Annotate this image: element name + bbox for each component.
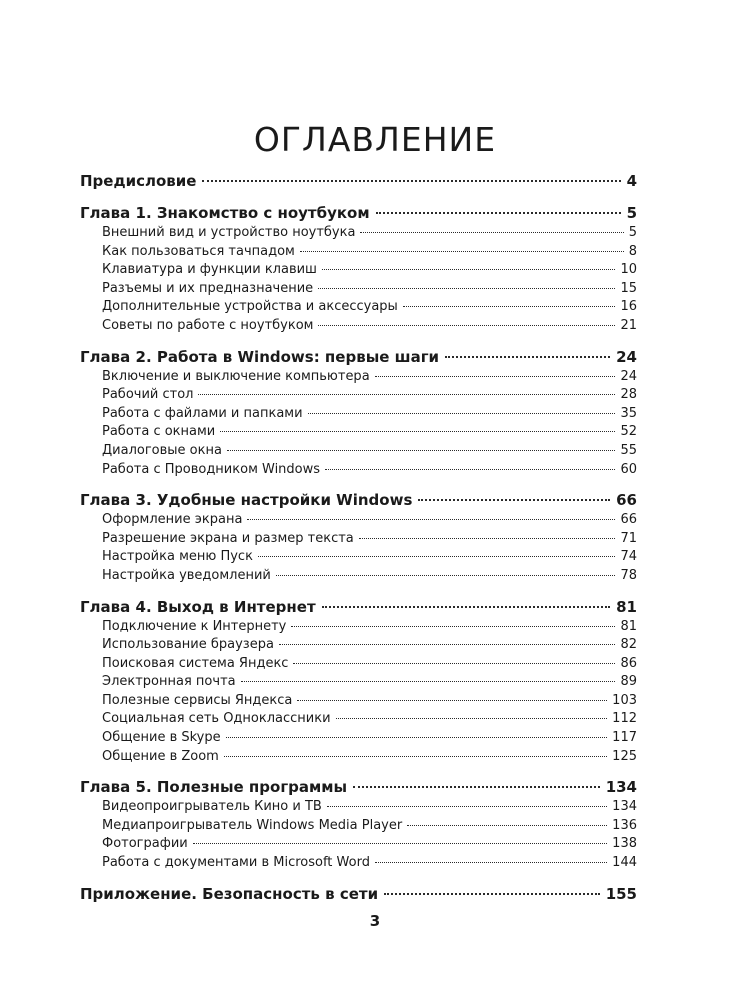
dot-leader [418, 499, 610, 501]
toc-entry-page-number: 86 [620, 655, 637, 671]
toc-entry-page-number: 15 [620, 280, 637, 296]
toc-chapter-entry[interactable] [80, 596, 637, 618]
toc-entry-page-number: 52 [620, 424, 637, 440]
toc-entry-page-number: 112 [612, 711, 637, 727]
toc-entry-title: Настройка уведомлений [102, 567, 271, 583]
toc-entry-title: Глава 1. Знакомство с ноутбуком [80, 204, 370, 222]
toc-entry-page-number: 125 [612, 748, 637, 764]
toc-section-entry[interactable] [80, 511, 637, 530]
toc-entry-title: Оформление экрана [102, 512, 243, 528]
toc-entry-title: Электронная почта [102, 674, 236, 690]
toc-entry-title: Разъемы и их предназначение [102, 280, 314, 296]
toc-entry-page-number: 24 [620, 368, 637, 384]
toc-entry-title: Поисковая система Яндекс [102, 655, 289, 671]
toc-section-entry[interactable] [80, 548, 637, 567]
dot-leader [327, 806, 607, 807]
toc-entry-title: Клавиатура и функции клавиш [102, 262, 317, 278]
toc-section-entry[interactable] [80, 835, 637, 854]
toc-chapter-entry[interactable] [80, 346, 637, 368]
dot-leader [241, 681, 616, 682]
toc-entry-page-number: 55 [620, 442, 637, 458]
dot-leader [226, 737, 608, 738]
toc-section-entry[interactable] [80, 692, 637, 711]
toc-section-entry[interactable] [80, 423, 637, 442]
toc-entry-page-number: 16 [620, 299, 637, 315]
toc-entry-title: Включение и выключение компьютера [102, 368, 370, 384]
toc-entry-title: Социальная сеть Одноклассники [102, 711, 331, 727]
dot-leader [403, 306, 616, 307]
toc-section-entry[interactable] [80, 224, 637, 243]
toc-entry-title: Внешний вид и устройство ноутбука [102, 225, 356, 240]
toc-entry-title: Видеопроигрыватель Кино и ТВ [102, 799, 322, 815]
toc-section-entry[interactable] [80, 280, 637, 299]
dot-leader [291, 626, 615, 627]
toc-section-gap [80, 192, 637, 202]
toc-entry-page-number: 8 [628, 243, 637, 259]
toc-entry-title: Дополнительные устройства и аксессуары [102, 299, 398, 315]
toc-chapter-entry[interactable] [80, 776, 637, 798]
toc-chapter-entry[interactable] [80, 489, 637, 511]
dot-leader [308, 413, 616, 414]
toc-entry-title: Разрешение экрана и размер текста [102, 530, 354, 546]
toc-chapter-entry[interactable] [80, 202, 637, 224]
table-of-contents [80, 170, 637, 905]
toc-section-entry[interactable] [80, 530, 637, 549]
dot-leader [279, 644, 616, 645]
toc-entry-page-number: 138 [612, 836, 637, 852]
toc-section-entry[interactable] [80, 368, 637, 387]
dot-leader [300, 251, 624, 252]
toc-section-entry[interactable] [80, 317, 637, 336]
toc-entry-page-number: 5 [628, 225, 637, 240]
toc-entry-page-number: 5 [626, 204, 637, 222]
dot-leader [336, 718, 608, 719]
dot-leader [384, 893, 600, 895]
dot-leader [322, 269, 616, 270]
toc-entry-page-number: 134 [605, 778, 637, 797]
toc-entry-title: Работа с окнами [102, 424, 216, 440]
toc-section-entry[interactable] [80, 298, 637, 317]
toc-entry-page-number: 21 [620, 317, 637, 333]
toc-entry-title: Предисловие [80, 172, 197, 190]
toc-section-gap [80, 766, 637, 776]
dot-leader [297, 700, 607, 701]
toc-entry-page-number: 117 [612, 730, 637, 746]
toc-entry-page-number: 24 [616, 347, 637, 366]
toc-section-gap [80, 873, 637, 883]
toc-entry-title: Глава 4. Выход в Интернет [80, 597, 316, 616]
toc-entry-page-number: 66 [620, 512, 637, 528]
toc-section-entry[interactable] [80, 636, 637, 655]
toc-entry-page-number: 78 [620, 567, 637, 583]
toc-entry-title: Общение в Zoom [102, 748, 219, 764]
dot-leader [445, 356, 610, 358]
toc-entry-title: Настройка меню Пуск [102, 549, 253, 565]
toc-entry-page-number: 144 [612, 855, 637, 871]
toc-section-entry[interactable] [80, 461, 637, 480]
dot-leader [276, 575, 616, 576]
dot-leader [293, 663, 615, 664]
toc-entry-page-number: 74 [620, 549, 637, 565]
dot-leader [375, 376, 616, 377]
dot-leader [247, 519, 615, 520]
toc-entry-page-number: 35 [620, 405, 637, 421]
dot-leader [375, 862, 607, 863]
toc-entry-page-number: 81 [620, 618, 637, 634]
toc-entry-title: Общение в Skype [102, 730, 221, 746]
toc-entry-page-number: 66 [616, 491, 637, 510]
toc-section-entry[interactable] [80, 854, 637, 873]
toc-section-entry[interactable] [80, 748, 637, 767]
toc-entry-page-number: 28 [620, 387, 637, 403]
toc-entry-page-number: 81 [616, 597, 637, 616]
toc-section-entry[interactable] [80, 243, 637, 262]
toc-entry-title: Работа с файлами и папками [102, 405, 303, 421]
dot-leader [202, 180, 620, 182]
toc-entry-title: Полезные сервисы Яндекса [102, 692, 293, 708]
toc-entry-title: Как пользоваться тачпадом [102, 243, 295, 259]
toc-section-gap [80, 479, 637, 489]
toc-section-entry[interactable] [80, 673, 637, 692]
toc-section-gap [80, 336, 637, 346]
toc-entry-title: Подключение к Интернету [102, 618, 287, 634]
dot-leader [360, 232, 623, 233]
toc-entry-page-number: 71 [620, 530, 637, 546]
dot-leader [359, 538, 616, 539]
toc-section-entry[interactable] [80, 567, 637, 586]
dot-leader [258, 556, 616, 557]
toc-entry-page-number: 89 [620, 674, 637, 690]
toc-section-entry[interactable] [80, 261, 637, 280]
toc-entry-title: Глава 5. Полезные программы [80, 778, 348, 797]
toc-section-entry[interactable] [80, 386, 637, 405]
toc-entry-page-number: 10 [620, 262, 637, 278]
dot-leader [353, 786, 600, 788]
toc-entry-title: Советы по работе с ноутбуком [102, 317, 314, 333]
toc-entry-page-number: 155 [605, 884, 637, 903]
toc-entry-title: Глава 2. Работа в Windows: первые шаги [80, 347, 440, 366]
toc-section-entry[interactable] [80, 405, 637, 424]
toc-section-entry[interactable] [80, 798, 637, 817]
toc-entry-title: Работа с документами в Microsoft Word [102, 855, 370, 871]
dot-leader [224, 756, 607, 757]
dot-leader [198, 394, 615, 395]
toc-entry-page-number: 136 [612, 817, 637, 833]
toc-section-entry[interactable] [80, 618, 637, 637]
toc-entry-page-number: 134 [612, 799, 637, 815]
toc-chapter-entry[interactable] [80, 883, 637, 905]
toc-section-entry[interactable] [80, 729, 637, 748]
toc-entry-page-number: 60 [620, 461, 637, 477]
toc-entry-title: Глава 3. Удобные настройки Windows [80, 491, 413, 510]
dot-leader [318, 288, 615, 289]
toc-entry-title: Приложение. Безопасность в сети [80, 884, 379, 903]
toc-entry-title: Работа с Проводником Windows [102, 461, 321, 477]
dot-leader [227, 450, 616, 451]
toc-section-entry[interactable] [80, 817, 637, 836]
toc-entry-title: Фотографии [102, 836, 188, 852]
toc-entry-page-number: 4 [626, 172, 637, 190]
page-number: 3 [369, 912, 381, 930]
dot-leader [322, 606, 610, 608]
toc-entry-title: Рабочий стол [102, 387, 194, 403]
dot-leader [407, 825, 607, 826]
toc-section-entry[interactable] [80, 710, 637, 729]
dot-leader [376, 212, 621, 214]
dot-leader [193, 843, 607, 844]
toc-entry-page-number: 103 [612, 692, 637, 708]
toc-entry-title: Медиапроигрыватель Windows Media Player [102, 817, 403, 833]
dot-leader [220, 431, 615, 432]
toc-chapter-entry[interactable] [80, 170, 637, 192]
toc-entry-title: Использование браузера [102, 637, 274, 653]
toc-section-entry[interactable] [80, 442, 637, 461]
toc-entry-page-number: 82 [620, 637, 637, 653]
toc-section-entry[interactable] [80, 655, 637, 674]
page-title: ОГЛАВЛЕНИЕ [253, 120, 497, 160]
dot-leader [318, 325, 615, 326]
dot-leader [325, 469, 615, 470]
toc-section-gap [80, 586, 637, 596]
toc-entry-title: Диалоговые окна [102, 442, 222, 458]
